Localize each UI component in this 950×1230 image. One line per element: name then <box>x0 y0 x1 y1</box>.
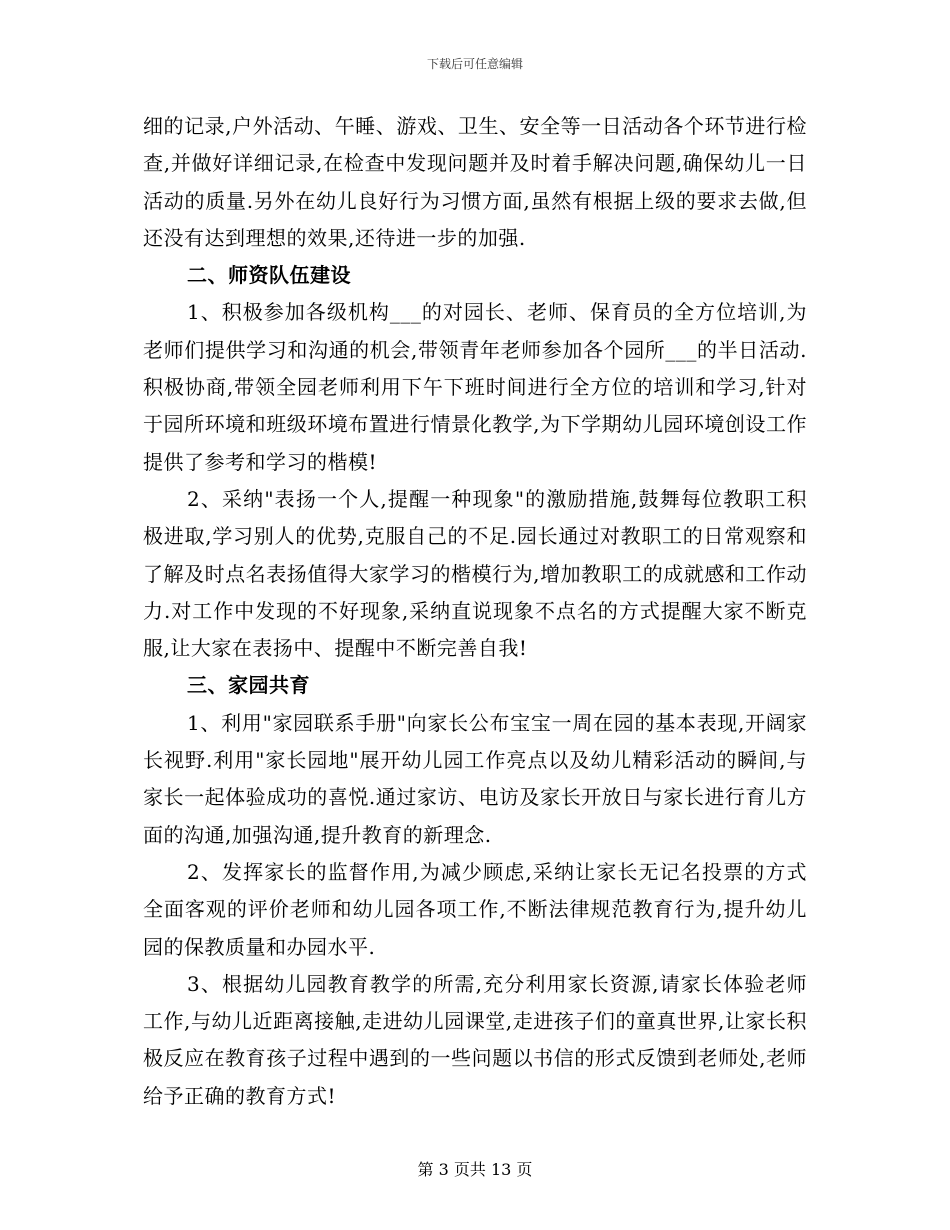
document-body <box>143 108 807 1115</box>
section-heading-home-school: 三、家园共育 <box>187 673 310 698</box>
paragraph-contact-handbook: 1、利用"家园联系手册"向家长公布宝宝一周在园的基本表现,开阔家长视野.利用"家长园地"展开幼儿园工作亮点以及幼儿精彩活动的瞬间,与家长一起体验成功的喜悦.通过家访、电访及家长开放日与家长进行育儿方面的沟通,加强沟通,提升教育的新理念. <box>143 710 807 847</box>
paragraph-parent-supervision: 2、发挥家长的监督作用,为减少顾虑,采纳让家长无记名投票的方式全面客观的评价老师和幼儿园各项工作,不断法律规范教育行为,提升幼儿园的保教质量和办园水平. <box>143 859 807 959</box>
paragraph-teacher-training: 1、积极参加各级机构___的对园长、老师、保育员的全方位培训,为老师们提供学习和沟通的机会,带领青年老师参加各个园所___的半日活动.积极协商,带领全园老师利用下午下班时间进行全方位的培训和学习,针对于园所环境和班级环境布置进行情景化教学,为下学期幼儿园环境创设工作提供了参考和学习的楷模! <box>143 300 807 474</box>
paragraph-continuation: 细的记录,户外活动、午睡、游戏、卫生、安全等一日活动各个环节进行检查,并做好详细记录,在检查中发现问题并及时着手解决问题,确保幼儿一日活动的质量.另外在幼儿良好行为习惯方面,虽然有根据上级的要求去做,但还没有达到理想的效果,还待进一步的加强. <box>143 114 807 250</box>
page-header: 下载后可任意编辑 <box>426 57 523 71</box>
paragraph-incentive-measures: 2、采纳"表扬一个人,提醒一种现象"的激励措施,鼓舞每位教职工积极进取,学习别人的优势,克服自己的不足.园长通过对教职工的日常观察和了解及时点名表扬值得大家学习的楷模行为,增加教职工的成就感和工作动力.对工作中发现的不好现象,采纳直说现象不点名的方式提醒大家不断克服,让大家在表扬中、提醒中不断完善自我! <box>143 486 807 661</box>
page-footer: 第 3 页共 13 页 <box>417 1160 533 1179</box>
section-heading-teacher-team: 二、师资队伍建设 <box>187 263 351 288</box>
paragraph-parent-resources: 3、根据幼儿园教育教学的所需,充分利用家长资源,请家长体验老师工作,与幼儿近距离接触,走进幼儿园课堂,走进孩子们的童真世界,让家长积极反应在教育孩子过程中遇到的一些问题以书信的形式反馈到老师处,老师给予正确的教育方式! <box>143 971 807 1108</box>
